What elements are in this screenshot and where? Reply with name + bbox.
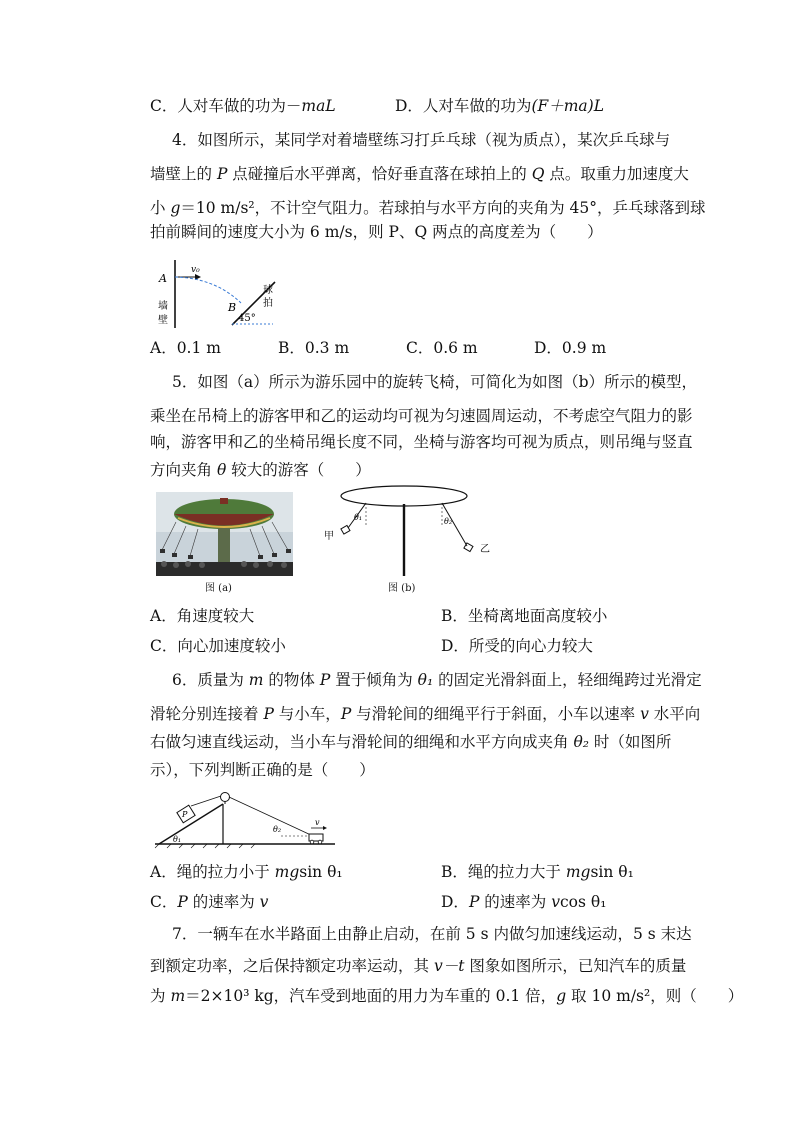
- paddle-label-2: 拍: [263, 298, 273, 309]
- q4-text: 点。取重力加速度大: [544, 165, 689, 183]
- cart-body: [309, 834, 323, 841]
- q5-text: 较大的游客（ ）: [226, 461, 371, 479]
- q4-line-2: [150, 164, 689, 184]
- q4-text: 点碰撞后水平弹离，恰好垂直落在球拍上的: [227, 165, 532, 183]
- label-v: v: [315, 818, 320, 827]
- q6-option-c-p: P: [177, 893, 188, 911]
- q6-option-d-p: P: [468, 893, 480, 911]
- q6-text: 水平向: [648, 705, 701, 723]
- q5-line-3: 响，游客甲和乙的坐椅吊绳长度不同，坐椅与游客均可视为质点，则吊绳与竖直: [150, 433, 693, 451]
- q4-option-b: B．0.3 m: [278, 339, 350, 357]
- figure-a-caption: 图 (a): [205, 583, 232, 594]
- q6-theta2: θ₂: [573, 733, 589, 751]
- swing-model-figure: [322, 484, 502, 580]
- wall-label-2: 壁: [158, 315, 168, 326]
- q6-speed: v: [640, 705, 649, 723]
- swing-ride-photo: [156, 492, 293, 576]
- q6-option-a-mg: mg: [274, 863, 300, 881]
- q6-option-d-label: D．: [441, 893, 469, 911]
- q6-option-c-tail: 的速率为: [187, 893, 260, 911]
- q6-option-a-tail: sin θ₁: [299, 863, 343, 881]
- q6-line-1: [172, 670, 702, 690]
- q3-option-d-expr: (F＋ma)L: [531, 97, 605, 115]
- q6-option-c: [150, 892, 268, 912]
- q4-point-q: Q: [531, 165, 545, 183]
- q5-option-a: A．角速度较大: [150, 607, 255, 625]
- swing-ride-illustration: [156, 492, 293, 576]
- q7-g: g: [556, 987, 567, 1005]
- q6-text: 的物体: [263, 671, 320, 689]
- q7-text: 为: [150, 987, 171, 1005]
- q5-line-2: 乘坐在吊椅上的游客甲和乙的运动均可视为匀速圆周运动，不考虑空气阻力的影: [150, 407, 693, 425]
- q6-option-b-label: B．绳的拉力大于: [441, 863, 566, 881]
- q7-line-1: 7．一辆车在水半路面上由静止启动，在前 5 s 内做匀加速线运动，5 s 末达: [172, 925, 692, 943]
- q5-option-b: B．坐椅离地面高度较小: [441, 607, 608, 625]
- wall-label-1: 墙: [158, 301, 168, 312]
- q6-text: 6．质量为: [172, 671, 249, 689]
- q6-incline-figure: [153, 786, 343, 850]
- q6-line-4: 示），下列判断正确的是（ ）: [150, 761, 375, 779]
- q4-option-d: D．0.9 m: [534, 339, 607, 357]
- label-theta2: θ₂: [444, 517, 453, 526]
- seat-right: [464, 543, 473, 552]
- q4-text: 墙壁上的: [150, 165, 217, 183]
- arrow-head: [323, 826, 327, 830]
- figure-b-caption: 图 (b): [388, 583, 416, 594]
- cart-wheel: [318, 840, 322, 844]
- q6-line-3: [150, 732, 671, 752]
- q6-option-d-cos: cos θ₁: [560, 893, 607, 911]
- label-angle: 45°: [238, 313, 256, 324]
- q6-option-c-v: v: [259, 893, 269, 911]
- q6-text: 的固定光滑斜面上，轻细绳跨过光滑定: [433, 671, 702, 689]
- q4-option-a: A．0.1 m: [150, 339, 221, 357]
- q6-object-p: P: [340, 705, 352, 723]
- label-a: A: [159, 272, 167, 285]
- label-theta1: θ₁: [173, 835, 182, 844]
- q3-option-c-label: C．人对车做的功为－: [150, 97, 302, 115]
- q5-theta: θ: [216, 461, 227, 479]
- q4-line-4: 拍前瞬间的速度大小为 6 m/s，则 P、Q 两点的高度差为（ ）: [150, 223, 603, 241]
- q6-mass: m: [248, 671, 264, 689]
- q4-point-p: P: [216, 165, 228, 183]
- q6-object-p: P: [319, 671, 331, 689]
- rope-to-cart: [229, 797, 313, 836]
- q6-theta1: θ₁: [417, 671, 434, 689]
- q7-vt: v－t: [433, 957, 465, 975]
- q7-text: 到额定功率，之后保持额定功率运动，其: [150, 957, 434, 975]
- q3-option-d-label: D．人对车做的功为: [395, 97, 532, 115]
- label-jia: 甲: [324, 531, 334, 542]
- q7-line-2: [150, 956, 686, 976]
- q5-line-4: [150, 460, 371, 480]
- q7-mass: m: [170, 987, 186, 1005]
- q6-text: 与小车，: [273, 705, 341, 723]
- q4-line-3: [150, 198, 706, 218]
- q6-text: 与滑轮间的细绳平行于斜面，小车以速率: [351, 705, 641, 723]
- q6-option-b-tail: sin θ₁: [590, 863, 634, 881]
- q6-option-a-label: A．绳的拉力小于: [150, 863, 275, 881]
- q6-option-d: [441, 892, 606, 912]
- label-yi: 乙: [480, 544, 490, 555]
- label-theta1: θ₁: [354, 513, 363, 522]
- q6-text: 时（如图所: [588, 733, 672, 751]
- q6-text: 滑轮分别连接着: [150, 705, 264, 723]
- q6-text: 右做匀速直线运动，当小车与滑轮间的细绳和水平方向成夹角: [150, 733, 574, 751]
- q5-option-c: C．向心加速度较小: [150, 637, 286, 655]
- q4-text: 小: [150, 199, 171, 217]
- q4-figure: [155, 258, 285, 330]
- q3-option-d: [395, 96, 604, 116]
- q6-option-a: [150, 862, 343, 882]
- q5-option-d: D．所受的向心力较大: [441, 637, 593, 655]
- q6-option-b-mg: mg: [565, 863, 591, 881]
- cart-wheel: [310, 840, 314, 844]
- q7-text: 取 10 m/s²，则（ ）: [566, 987, 744, 1005]
- label-p: P: [182, 810, 188, 819]
- q7-text: 图象如图所示，已知汽车的质量: [464, 957, 687, 975]
- q4-text: ＝10 m/s²，不计空气阻力。若球拍与水平方向的夹角为 45°，乒乓球落到球: [180, 199, 706, 217]
- paddle-label-1: 球: [263, 285, 273, 296]
- q3-option-c-expr: maL: [301, 97, 336, 115]
- q6-option-d-tail: 的速率为: [479, 893, 552, 911]
- q5-line-1: 5．如图（a）所示为游乐园中的旋转飞椅，可简化为如图（b）所示的模型，: [172, 373, 698, 391]
- q4-option-c: C．0.6 m: [406, 339, 478, 357]
- q6-option-c-label: C．: [150, 893, 178, 911]
- q4-g: g: [170, 199, 181, 217]
- pulley: [221, 793, 230, 802]
- label-v0: v₀: [191, 265, 200, 275]
- q7-line-3: [150, 986, 743, 1006]
- top-disc: [341, 486, 467, 506]
- q7-text: ＝2×10³ kg，汽车受到地面的用力为车重的 0.1 倍，: [185, 987, 557, 1005]
- q6-object-p: P: [263, 705, 274, 723]
- q3-option-c: [150, 96, 336, 116]
- label-theta2: θ₂: [273, 825, 282, 834]
- q6-option-b: [441, 862, 634, 882]
- trajectory-curve: [175, 277, 241, 303]
- q4-line-1: 4．如图所示，某同学对着墙壁练习打乒乓球（视为质点），某次乒乓球与: [172, 131, 671, 149]
- q6-text: 置于倾角为: [330, 671, 418, 689]
- rope-to-p: [191, 796, 221, 806]
- q5-text: 方向夹角: [150, 461, 217, 479]
- q6-line-2: [150, 704, 700, 724]
- label-b: B: [228, 301, 237, 314]
- q6-option-d-v: v: [551, 893, 560, 911]
